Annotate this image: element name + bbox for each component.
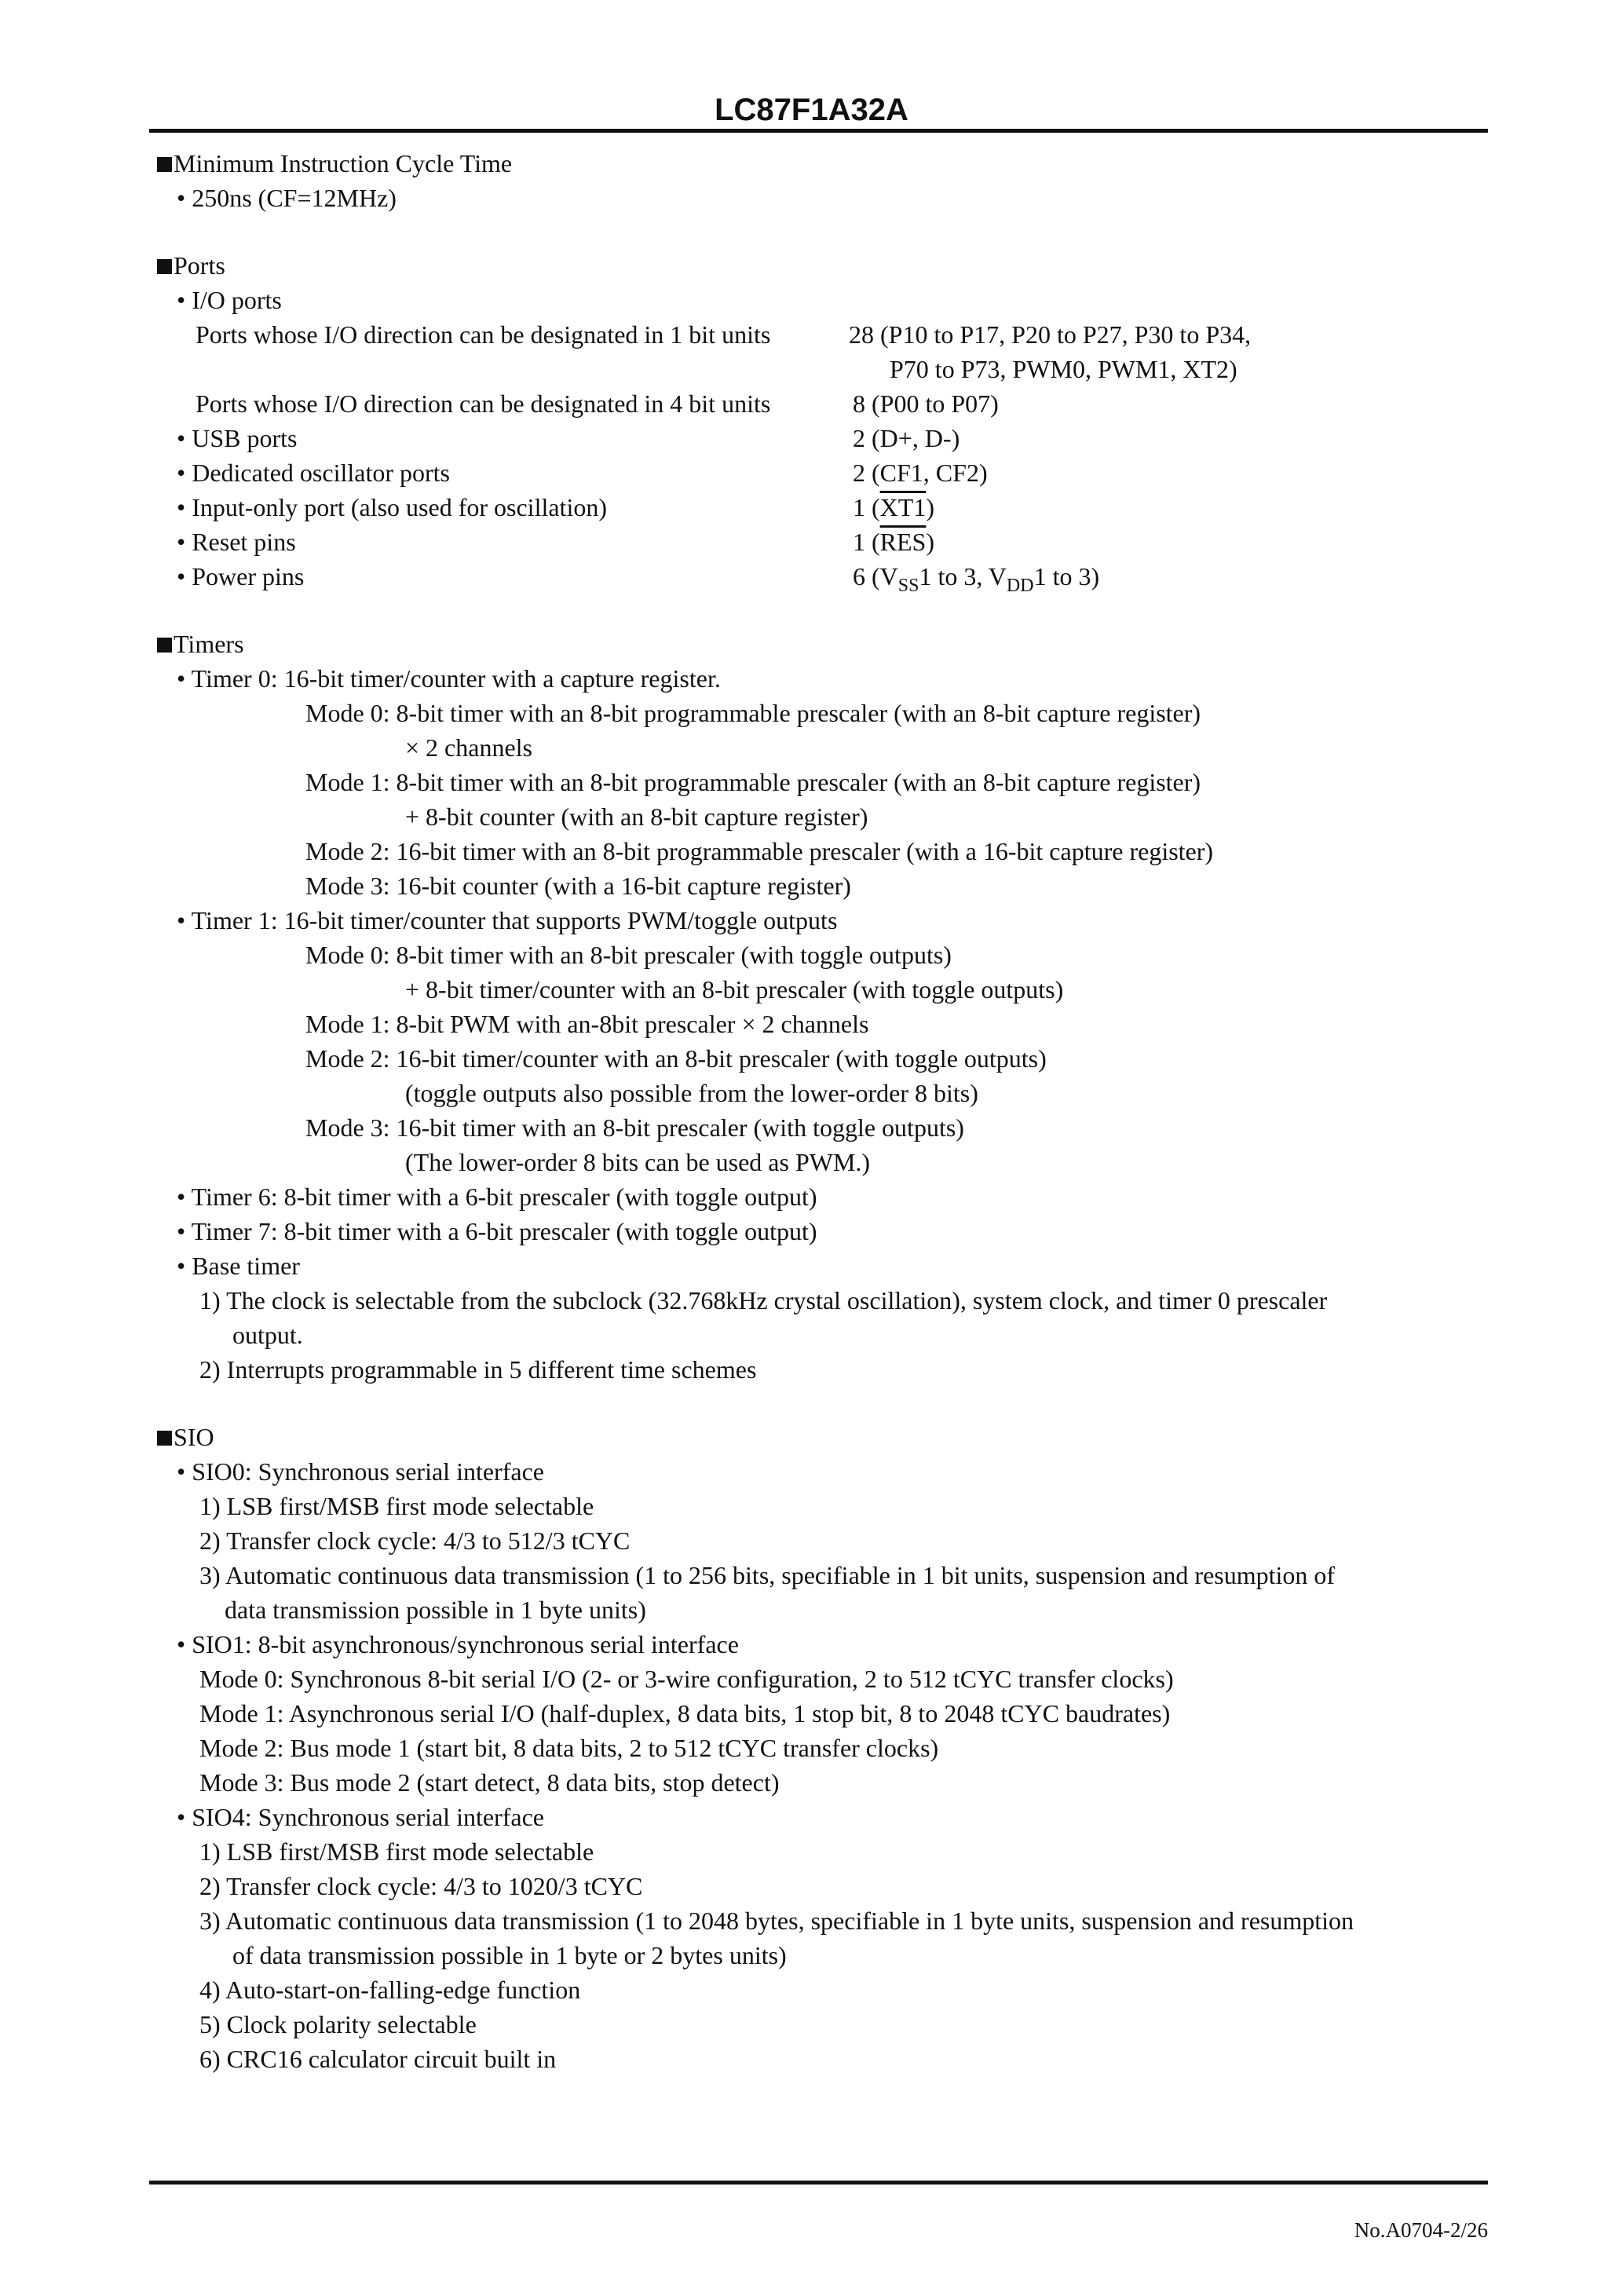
sio-line: 1) LSB first/MSB first mode selectable [199, 1837, 594, 1866]
sio-line: 4) Auto-start-on-falling-edge function [199, 1976, 581, 2004]
square-bullet-icon [157, 157, 172, 172]
section-heading-ports [157, 250, 225, 281]
cycle-value: • 250ns (CF=12MHz) [177, 184, 397, 212]
osc-ports-value: 2 (CF1, CF2) [853, 459, 988, 487]
value-part: 1 to 3, V [919, 562, 1007, 590]
timer-line: + 8-bit timer/counter with an 8-bit prescaler (with toggle outputs) [405, 975, 1064, 1004]
section-heading-cycle [157, 148, 512, 179]
power-pins-label: • Power pins [177, 562, 305, 590]
overlined-signal: $\overline{RES}$ [879, 528, 927, 556]
bit1-ports-label: Ports whose I/O direction can be designated in 1 bit units [196, 320, 771, 349]
page-title: LC87F1A32A [715, 93, 908, 127]
io-ports-item: • I/O ports [177, 286, 282, 314]
reset-pins-label: • Reset pins [177, 528, 296, 556]
sio-line: Mode 2: Bus mode 1 (start bit, 8 data bits, 2 to 512 tCYC transfer clocks) [199, 1734, 939, 1762]
sio-line: • SIO0: Synchronous serial interface [177, 1457, 544, 1486]
sio-line: Mode 3: Bus mode 2 (start detect, 8 data bits, stop detect) [199, 1768, 780, 1797]
value-part: 1 ( [853, 528, 880, 556]
timer-line: Mode 3: 16-bit counter (with a 16-bit capture register) [305, 872, 851, 900]
power-pins-value [853, 561, 1100, 596]
square-bullet-icon [157, 1431, 172, 1446]
square-bullet-icon [157, 638, 172, 653]
timer-line: (toggle outputs also possible from the lower-order 8 bits) [405, 1079, 978, 1107]
sio-line: 2) Transfer clock cycle: 4/3 to 1020/3 tCYC [199, 1872, 643, 1900]
osc-ports-label: • Dedicated oscillator ports [177, 459, 450, 487]
timer-line: Mode 0: 8-bit timer with an 8-bit prescaler (with toggle outputs) [305, 941, 952, 969]
section-heading-sio [157, 1421, 214, 1453]
timer-line: • Base timer [177, 1252, 300, 1280]
overlined-signal: XT1 [879, 493, 927, 521]
sio-line: 1) LSB first/MSB first mode selectable [199, 1492, 594, 1520]
section-heading-timers [157, 628, 244, 660]
timer-line: Mode 2: 16-bit timer/counter with an 8-bit prescaler (with toggle outputs) [305, 1044, 1047, 1073]
page-number: No.A0704-2/26 [1354, 2218, 1488, 2242]
sio-line: 3) Automatic continuous data transmission (1 to 2048 bytes, specifiable in 1 byte units, suspension and resumption [199, 1907, 1354, 1935]
timer-line: 1) The clock is selectable from the subclock (32.768kHz crystal oscillation), system clock, and timer 0 prescaler [199, 1286, 1328, 1314]
section-heading-text: SIO [174, 1423, 214, 1451]
timer-line: Mode 3: 16-bit timer with an 8-bit prescaler (with toggle outputs) [305, 1113, 964, 1142]
subscript: DD [1006, 576, 1034, 596]
value-part: 6 (V [853, 562, 898, 590]
sio-line: Mode 0: Synchronous 8-bit serial I/O (2- or 3-wire configuration, 2 to 512 tCYC transfer clocks) [199, 1665, 1174, 1693]
timer-line: Mode 2: 16-bit timer with an 8-bit programmable prescaler (with a 16-bit capture register) [305, 837, 1214, 865]
input-port-value [853, 492, 934, 523]
bit1-ports-value-cont: P70 to P73, PWM0, PWM1, XT2) [890, 355, 1237, 383]
sio-line: Mode 1: Asynchronous serial I/O (half-duplex, 8 data bits, 1 stop bit, 8 to 2048 tCYC baudrates) [199, 1699, 1171, 1727]
timer-line: • Timer 1: 16-bit timer/counter that supports PWM/toggle outputs [177, 906, 838, 934]
value-part: ) [926, 493, 934, 521]
header-rule [149, 129, 1488, 133]
section-heading-text: Ports [174, 251, 225, 280]
section-heading-text: Timers [174, 630, 244, 658]
timer-line: + 8-bit counter (with an 8-bit capture register) [405, 803, 868, 831]
section-heading-text: Minimum Instruction Cycle Time [174, 149, 513, 177]
value-part: 1 to 3) [1033, 562, 1100, 590]
timer-line: • Timer 7: 8-bit timer with a 6-bit prescaler (with toggle output) [177, 1217, 817, 1245]
sio-line: 3) Automatic continuous data transmission (1 to 256 bits, specifiable in 1 bit units, suspension and resumption of [199, 1561, 1336, 1589]
sio-line: • SIO1: 8-bit asynchronous/synchronous serial interface [177, 1630, 739, 1658]
timer-line: × 2 channels [405, 733, 532, 762]
sio-line: 6) CRC16 calculator circuit built in [199, 2045, 557, 2073]
footer-rule [149, 2181, 1488, 2184]
square-bullet-icon [157, 259, 172, 274]
value-part: 1 ( [853, 493, 880, 521]
usb-ports-value: 2 (D+, D-) [853, 424, 960, 452]
bit1-ports-value: 28 (P10 to P17, P20 to P27, P30 to P34, [849, 320, 1252, 349]
usb-ports-label: • USB ports [177, 424, 298, 452]
bit4-ports-label: Ports whose I/O direction can be designated in 4 bit units [196, 389, 771, 418]
timer-line: Mode 1: 8-bit timer with an 8-bit programmable prescaler (with an 8-bit capture register) [305, 768, 1201, 796]
timer-line: 2) Interrupts programmable in 5 different time schemes [199, 1355, 757, 1384]
timer-line: • Timer 0: 16-bit timer/counter with a capture register. [177, 664, 721, 693]
sio-line: of data transmission possible in 1 byte or 2 bytes units) [232, 1941, 787, 1969]
sio-line: data transmission possible in 1 byte units) [225, 1596, 646, 1624]
sio-line: 5) Clock polarity selectable [199, 2010, 477, 2038]
timer-line: • Timer 6: 8-bit timer with a 6-bit prescaler (with toggle output) [177, 1183, 817, 1211]
timer-line: Mode 1: 8-bit PWM with an-8bit prescaler × 2 channels [305, 1010, 869, 1038]
timer-line: Mode 0: 8-bit timer with an 8-bit programmable prescaler (with an 8-bit capture register) [305, 699, 1201, 727]
reset-pins-value [853, 526, 934, 558]
sio-line: 2) Transfer clock cycle: 4/3 to 512/3 tCYC [199, 1526, 631, 1555]
timer-line: output. [232, 1321, 303, 1349]
bit4-ports-value: 8 (P00 to P07) [853, 389, 999, 418]
subscript: SS [897, 576, 919, 596]
value-part: ) [926, 528, 934, 556]
timer-line: (The lower-order 8 bits can be used as PWM.) [405, 1148, 871, 1176]
input-port-label: • Input-only port (also used for oscillation) [177, 493, 607, 521]
sio-line: • SIO4: Synchronous serial interface [177, 1803, 544, 1831]
